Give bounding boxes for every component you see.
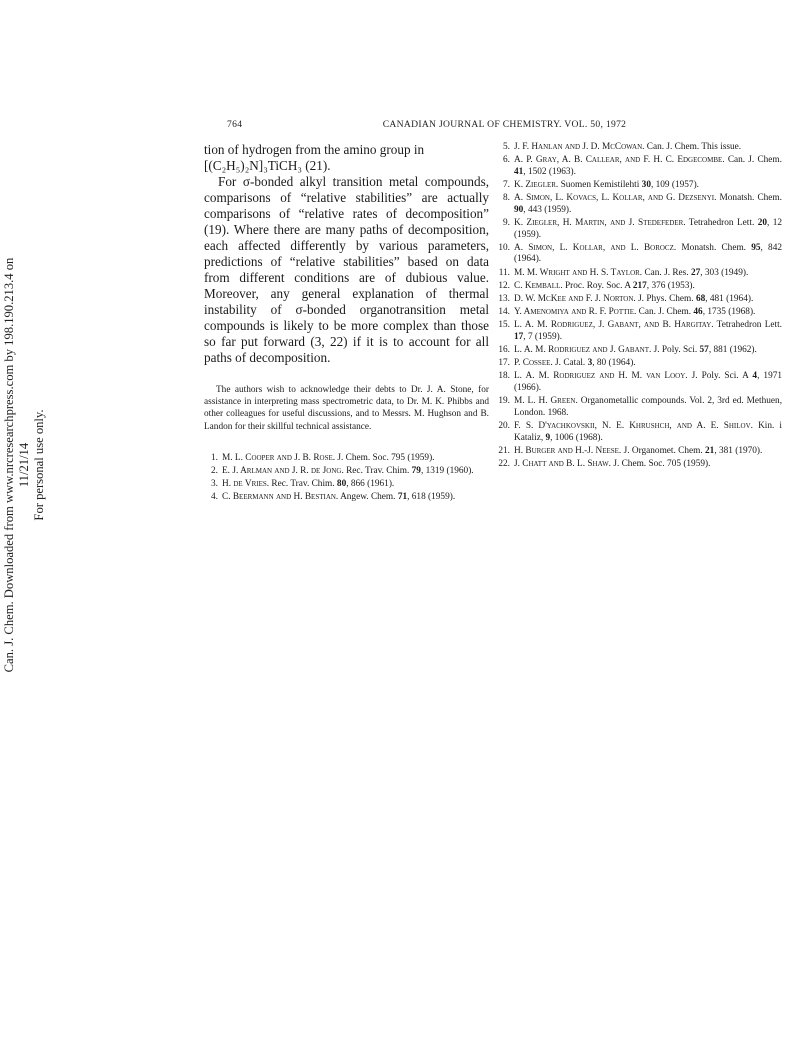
reference-volume: 3 [587, 358, 593, 369]
reference-authors: H. Burger and H.-J. Neese. [514, 445, 622, 456]
reference-item [496, 218, 782, 241]
reference-number: 2. [211, 465, 218, 476]
reference-authors: F. S. D'yachkovskii, N. E. Khrushch, and A. E. Shilov. [514, 420, 753, 431]
reference-authors: P. Cossee. [514, 358, 553, 369]
reference-volume: 46 [693, 307, 703, 318]
reference-authors: A. Simon, L. Kovacs, L. Kollar, and G. Dezsenyi. [514, 193, 717, 204]
page-number: 764 [227, 119, 243, 130]
reference-source: Proc. Roy. Soc. A [565, 280, 631, 291]
reference-source: Kin. i Kataliz, [514, 420, 782, 443]
reference-authors: J. F. Hanlan and J. D. McCowan. [514, 142, 645, 152]
reference-pages: , 12 (1959). [514, 217, 783, 240]
reference-source: J. Chem. Soc. 795 (1959). [337, 452, 435, 463]
reference-volume: 41 [514, 166, 524, 177]
reference-item [496, 180, 782, 192]
reference-item [496, 281, 782, 293]
reference-authors: M. L. Cooper and J. B. Rose. [222, 452, 336, 463]
reference-item [496, 446, 782, 458]
reference-number: 1. [211, 452, 218, 463]
reference-number: 16. [498, 345, 510, 356]
reference-number: 18. [498, 371, 510, 382]
reference-authors: E. J. Arlman and J. R. de Jong. [222, 465, 344, 476]
reference-item [496, 358, 782, 370]
reference-item [496, 243, 782, 266]
reference-source: J. Phys. Chem. [638, 293, 694, 304]
reference-source: J. Organomet. Chem. [623, 445, 703, 456]
reference-pages: , 618 (1959). [407, 491, 456, 502]
reference-volume: 20 [757, 217, 767, 228]
reference-item [496, 371, 782, 394]
reference-volume: 57 [699, 345, 709, 356]
reference-source: Can. J. Chem. This issue. [646, 142, 742, 152]
reference-authors: J. Chatt and B. L. Shaw. [514, 458, 611, 469]
reference-number: 17. [498, 358, 510, 369]
reference-number: 14. [498, 307, 510, 318]
reference-number: 19. [498, 396, 510, 407]
reference-authors: C. Beermann and H. Bestian. [222, 491, 339, 502]
running-head: CANADIAN JOURNAL OF CHEMISTRY. VOL. 50, 1972 [382, 119, 627, 130]
reference-pages: , 381 (1970). [714, 445, 763, 456]
reference-source: Rec. Trav. Chim. [346, 465, 410, 476]
reference-authors: L. A. M. Rodriguez, J. Gabant, and B. Hargitay. [514, 320, 714, 331]
chemical-formula: [(C₂H₅)₂N]₃TiCH₃ (21). [204, 158, 331, 173]
reference-item [496, 155, 782, 178]
reference-pages: , 481 (1964). [705, 293, 754, 304]
reference-volume: 21 [705, 445, 715, 456]
reference-number: 22. [498, 458, 510, 469]
reference-authors: M. L. H. Green. [514, 396, 578, 407]
reference-number: 15. [498, 320, 510, 331]
reference-pages: , 881 (1962). [708, 345, 757, 356]
reference-source: Can. J. Chem. [727, 155, 782, 166]
reference-pages: , 80 (1964). [592, 358, 636, 369]
reference-authors: Y. Amenomiya and R. F. Pottie. [514, 307, 637, 318]
reference-source: Rec. Trav. Chim. [271, 478, 335, 489]
reference-source: Organometallic compounds. Vol. 2, 3rd ed. Methuen, London. 1968. [514, 396, 783, 418]
reference-pages: , 842 (1964). [514, 242, 782, 265]
reference-source: J. Poly. Sci. A [691, 371, 749, 382]
reference-item [496, 307, 782, 319]
reference-number: 3. [211, 478, 218, 489]
reference-authors: M. M. Wright and H. S. Taylor. [514, 267, 643, 278]
acknowledgement: The authors wish to acknowledge their debts to Dr. J. A. Stone, for assistance in interpreting mass spectrometric data, to Dr. M. K. Phibbs and other colleagues for useful discussions, and to Messrs. M. Hughson and B. Landon for their skillful technical assistance. [204, 385, 489, 432]
reference-authors: K. Ziegler. [514, 179, 559, 190]
reference-volume: 4 [752, 371, 758, 382]
reference-volume: 79 [411, 465, 421, 476]
download-watermark [2, 250, 44, 680]
reference-source: Can. J. Res. [644, 267, 689, 278]
reference-pages: , 1971 (1966). [514, 371, 783, 393]
reference-authors: D. W. McKee and F. J. Norton. [514, 293, 636, 304]
reference-authors: K. Ziegler, H. Martin, and J. Stedefeder. [514, 217, 686, 228]
reference-authors: C. Kemball. [514, 280, 563, 291]
reference-number: 10. [498, 242, 510, 253]
reference-item [496, 396, 782, 419]
reference-item [496, 142, 782, 154]
reference-number: 20. [498, 420, 510, 431]
reference-source: J. Poly. Sci. [653, 345, 698, 356]
reference-list-right [496, 142, 782, 471]
reference-source: J. Chem. Soc. 705 (1959). [613, 458, 711, 469]
body-paragraph-2: For σ-bonded alkyl transition metal compounds, comparisons of “relative stabilities” are actually comparisons of “relative rates of decomposition” (19). Where there are many paths of decomposition, each affected differently by various parameters, predictions of “relative stabilities” based on data from different conditions are of dubious value. Moreover, any general explanation of thermal instability of σ-bonded organotransition metal compounds is likely to be more complex than those so far put forward (3, 22) if it is to account for all paths of decomposition. [204, 174, 489, 365]
reference-number: 12. [498, 280, 510, 291]
reference-item [496, 421, 782, 444]
watermark-line-2: For personal use only. [32, 409, 46, 521]
reference-volume: 27 [690, 267, 701, 278]
reference-authors: H. de Vries. [222, 478, 270, 489]
reference-item [204, 479, 489, 491]
reference-source: Monatsh. Chem. [719, 193, 782, 204]
reference-pages: , 1319 (1960). [420, 465, 474, 476]
reference-item [204, 492, 489, 504]
reference-volume: 95 [751, 242, 761, 253]
watermark-line-1: Can. J. Chem. Downloaded from www.nrcresearchpress.com by 198.190.213.4 on 11/21/14 [2, 257, 31, 673]
reference-source: Tetrahedron Lett. [688, 217, 755, 228]
reference-volume: 9 [545, 432, 551, 443]
reference-source: J. Catal. [555, 358, 586, 369]
reference-item [496, 345, 782, 357]
reference-pages: , 109 (1957). [650, 179, 699, 190]
reference-item [496, 320, 782, 343]
reference-pages: , 1006 (1968). [550, 432, 603, 443]
reference-number: 4. [211, 491, 218, 502]
reference-authors: A. P. Gray, A. B. Callear, and F. H. C. Edgecombe. [514, 155, 725, 166]
reference-source: Tetrahedron Lett. [716, 320, 783, 331]
reference-item [496, 459, 782, 471]
reference-item [496, 268, 782, 280]
reference-list-left [204, 453, 489, 504]
reference-authors: A. Simon, L. Kollar, and L. Borocz. [514, 242, 677, 253]
reference-volume: 30 [641, 179, 651, 190]
download-watermark-text [2, 250, 47, 680]
reference-number: 6. [503, 155, 510, 166]
reference-item [204, 466, 489, 478]
reference-volume: 71 [397, 491, 408, 502]
reference-number: 13. [498, 293, 510, 304]
reference-number: 9. [503, 217, 510, 228]
reference-volume: 217 [632, 280, 647, 291]
reference-volume: 17 [514, 331, 524, 342]
reference-pages: , 443 (1959). [523, 204, 572, 215]
reference-item [204, 453, 489, 465]
right-column [496, 142, 782, 472]
reference-source: Angew. Chem. [340, 491, 396, 502]
paragraph-1-text: tion of hydrogen from the amino group in [204, 142, 425, 157]
reference-authors: L. A. M. Rodriguez and H. M. van Looy. [514, 371, 688, 382]
reference-number: 8. [503, 193, 510, 204]
reference-source: Monatsh. Chem. [681, 242, 747, 253]
reference-item [496, 193, 782, 216]
reference-number: 7. [503, 179, 510, 190]
reference-pages: , 376 (1953). [646, 280, 695, 291]
reference-authors: L. A. M. Rodriguez and J. Gabant. [514, 345, 652, 356]
reference-source: Can. J. Chem. [638, 307, 692, 318]
reference-pages: , 7 (1959). [523, 331, 563, 342]
reference-source: Suomen Kemistilehti [560, 179, 640, 190]
reference-pages: , 1502 (1963). [523, 166, 576, 177]
reference-pages: , 866 (1961). [346, 478, 395, 489]
reference-volume: 68 [695, 293, 706, 304]
reference-pages: , 303 (1949). [700, 267, 749, 278]
reference-volume: 90 [514, 204, 524, 215]
reference-number: 5. [503, 142, 510, 152]
reference-pages: , 1735 (1968). [702, 307, 756, 318]
reference-number: 11. [498, 267, 510, 278]
left-column [204, 142, 489, 505]
reference-item [496, 294, 782, 306]
reference-number: 21. [498, 445, 510, 456]
body-paragraph-1 [204, 142, 489, 174]
reference-volume: 80 [336, 478, 347, 489]
